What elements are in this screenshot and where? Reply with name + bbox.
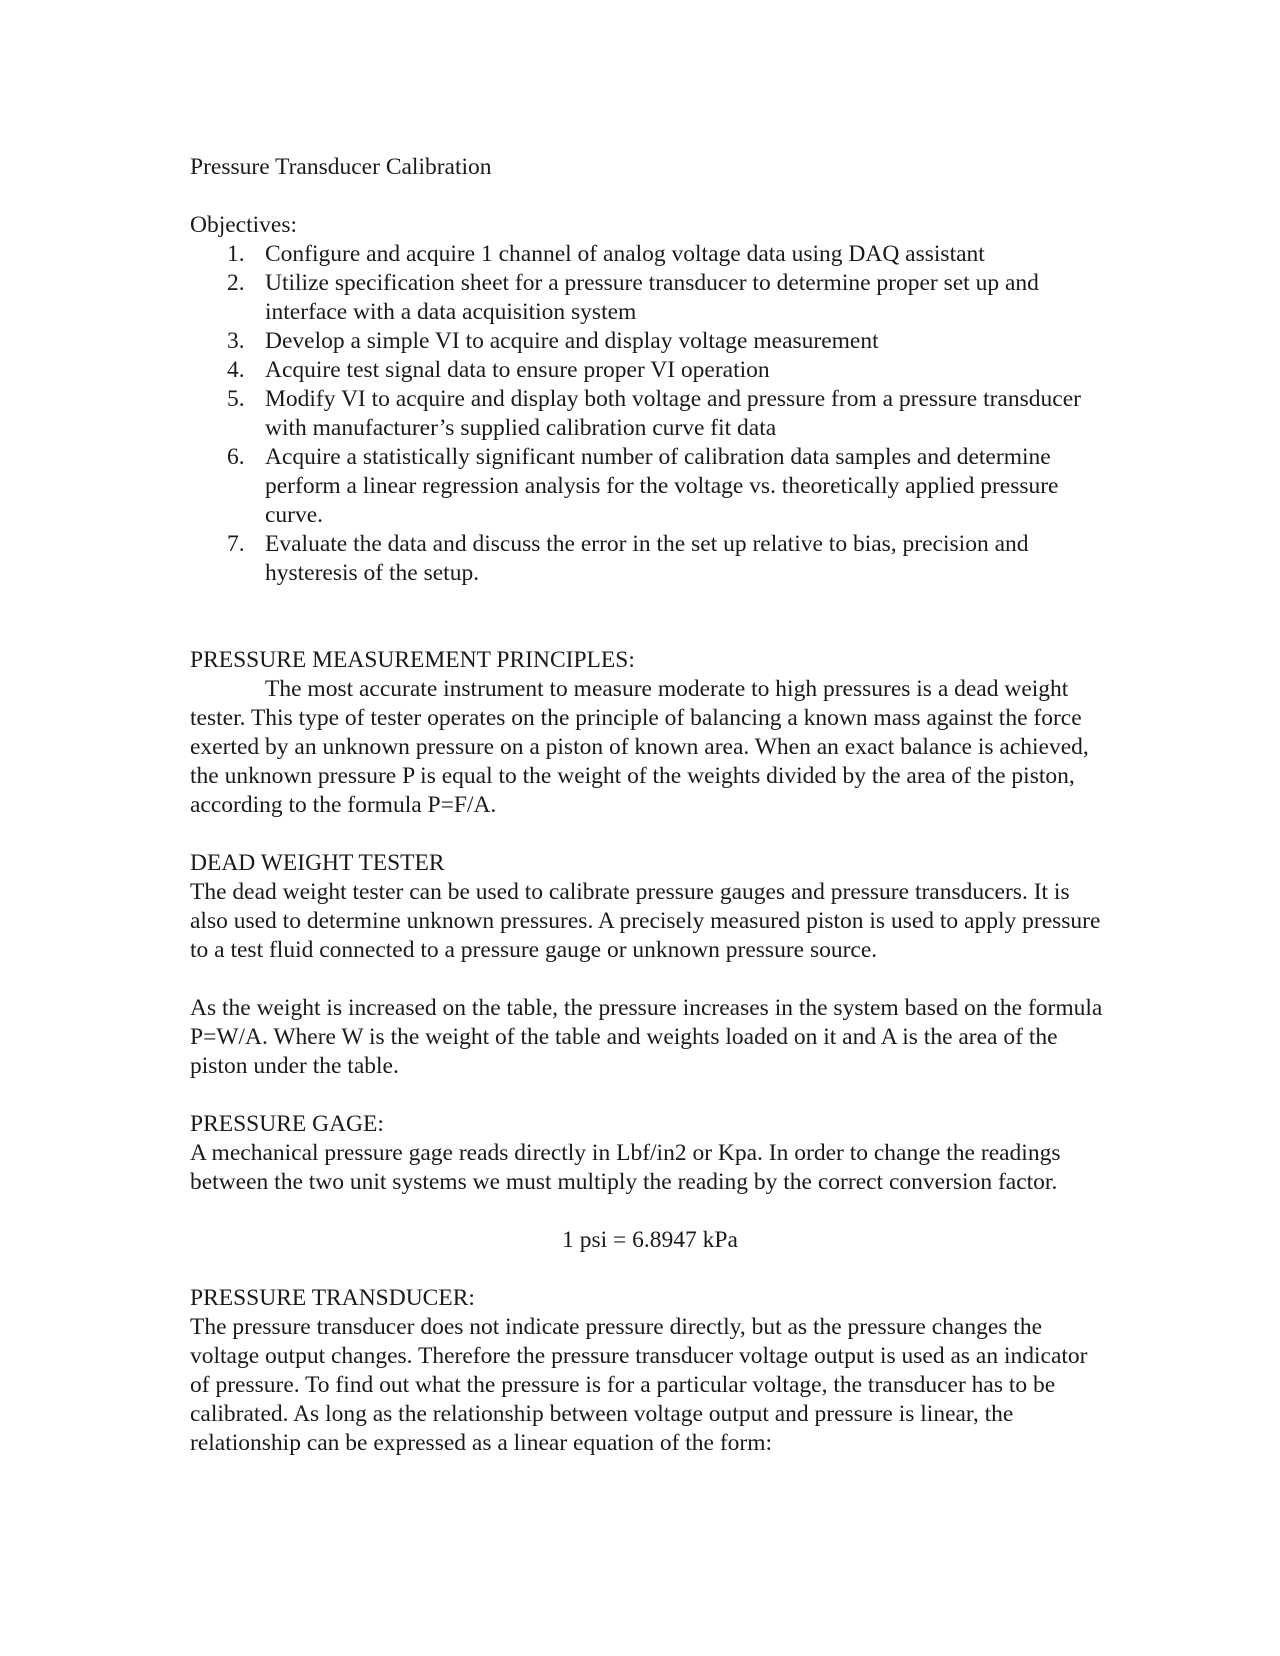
gage-paragraph: A mechanical pressure gage reads directly in Lbf/in2 or Kpa. In order to change the readings between the two unit systems we must multiply the reading by the correct conversion factor. bbox=[190, 1140, 1061, 1195]
list-item bbox=[190, 530, 1110, 588]
objectives-list bbox=[190, 240, 1110, 588]
list-item-text: Modify VI to acquire and display both voltage and pressure from a pressure transducer with manufacturer’s supplied calibration curve fit data bbox=[265, 386, 1081, 441]
objectives-heading: Objectives: bbox=[190, 212, 298, 238]
list-number: 5. bbox=[227, 386, 245, 412]
spacer bbox=[190, 617, 1110, 646]
spacer bbox=[190, 820, 1110, 849]
spacer bbox=[190, 1255, 1110, 1284]
principles-heading: PRESSURE MEASUREMENT PRINCIPLES: bbox=[190, 647, 635, 673]
list-item-text: Utilize specification sheet for a pressure transducer to determine proper set up and interface with a data acquisition system bbox=[265, 270, 1039, 325]
spacer bbox=[190, 1197, 1110, 1226]
list-number: 2. bbox=[227, 270, 245, 296]
list-item-text: Acquire a statistically significant number of calibration data samples and determine perform a linear regression analysis for the voltage vs. theoretically applied pressure curve. bbox=[265, 444, 1059, 528]
transducer-paragraph: The pressure transducer does not indicate pressure directly, but as the pressure changes the voltage output changes. Therefore the pressure transducer voltage output is used as an indicator of pressure. To find out what the pressure is for a particular voltage, the transducer has to be calibrated. As long as the relationship between voltage output and pressure is linear, the relationship can be expressed as a linear equation of the form: bbox=[190, 1314, 1088, 1456]
list-item bbox=[190, 327, 1110, 356]
list-item-text: Acquire test signal data to ensure proper VI operation bbox=[265, 357, 770, 383]
list-item bbox=[190, 356, 1110, 385]
document-body bbox=[190, 153, 1110, 1458]
dead-weight-paragraph: The dead weight tester can be used to calibrate pressure gauges and pressure transducers. It is also used to determine unknown pressures. A precisely measured piston is used to apply pressure to a test fluid connected to a pressure gauge or unknown pressure source. bbox=[190, 879, 1101, 963]
list-number: 1. bbox=[227, 241, 245, 267]
list-item bbox=[190, 269, 1110, 327]
spacer bbox=[190, 588, 1110, 617]
list-number: 6. bbox=[227, 444, 245, 470]
list-item-text: Evaluate the data and discuss the error in the set up relative to bias, precision and hysteresis of the setup. bbox=[265, 531, 1029, 586]
principles-paragraph: The most accurate instrument to measure moderate to high pressures is a dead weight tester. This type of tester operates on the principle of balancing a known mass against the force exerted by an unknown pressure on a piston of known area. When an exact balance is achieved, the unknown pressure P is equal to the weight of the weights divided by the area of the piston, according to the formula P=F/A. bbox=[190, 676, 1089, 818]
list-item bbox=[190, 443, 1110, 530]
conversion-equation: 1 psi = 6.8947 kPa bbox=[562, 1227, 738, 1253]
list-item-text: Configure and acquire 1 channel of analog voltage data using DAQ assistant bbox=[265, 241, 985, 267]
transducer-heading: PRESSURE TRANSDUCER: bbox=[190, 1285, 475, 1311]
gage-heading: PRESSURE GAGE: bbox=[190, 1111, 384, 1137]
list-number: 3. bbox=[227, 328, 245, 354]
list-item bbox=[190, 240, 1110, 269]
spacer bbox=[190, 1081, 1110, 1110]
list-item-text: Develop a simple VI to acquire and display voltage measurement bbox=[265, 328, 879, 354]
list-item bbox=[190, 385, 1110, 443]
dead-weight-formula-paragraph: As the weight is increased on the table, the pressure increases in the system based on the formula P=W/A. Where W is the weight of the table and weights loaded on it and A is the area of the piston under the table. bbox=[190, 995, 1103, 1079]
list-number: 4. bbox=[227, 357, 245, 383]
list-number: 7. bbox=[227, 531, 245, 557]
dead-weight-heading: DEAD WEIGHT TESTER bbox=[190, 850, 445, 876]
spacer bbox=[190, 965, 1110, 994]
document-title: Pressure Transducer Calibration bbox=[190, 154, 492, 180]
spacer bbox=[190, 182, 1110, 211]
